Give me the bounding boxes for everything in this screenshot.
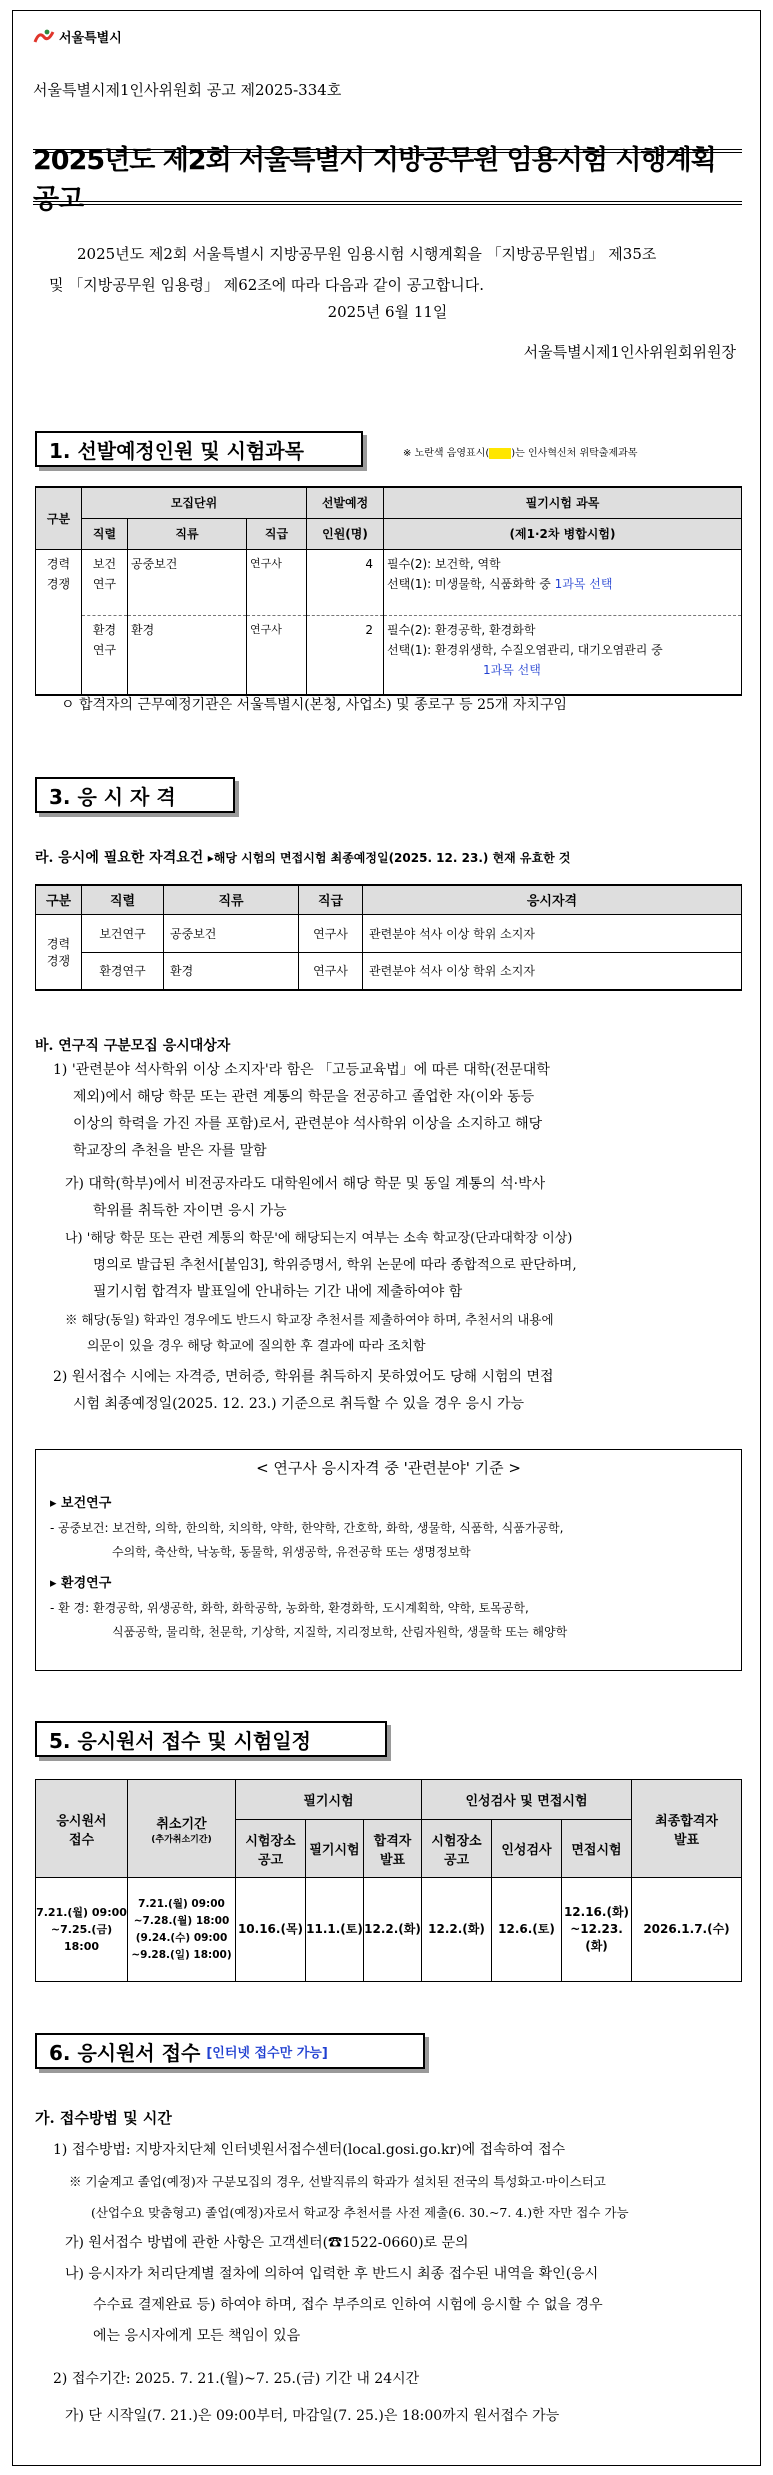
seoul-logo-icon [33, 28, 55, 46]
th-place2: 시험장소 공고 [422, 1820, 492, 1878]
th-seonbal: 선발예정 [307, 487, 384, 518]
th-interview: 인성검사 및 면접시험 [422, 1780, 632, 1820]
cell-jikgeup: 연구사 [299, 952, 363, 990]
th: 직급 [299, 885, 363, 914]
sub-heading-ba: 바. 연구직 구분모집 응시대상자 [35, 1038, 231, 1054]
cell-jikryu: 환경 [164, 952, 299, 990]
cell-personality: 12.6.(토) [492, 1878, 562, 1982]
highlight-note: ※ 노란색 음영표시( )는 인사혁신처 위탁출제과목 [403, 448, 638, 459]
page-title: 2025년도 제2회 서울특별시 지방공무원 임용시험 시행계획 공고 [33, 145, 716, 215]
cell-jikgeup: 연구사 [299, 914, 363, 952]
sub-heading-ra: 라. 응시에 필요한 자격요건 ▸해당 시험의 면접시험 최종예정일(2025. 12. 23.) 현재 유효한 것 [35, 850, 571, 866]
section-heading-5: 5. 응시원서 접수 및 시험일정 [35, 1721, 387, 1757]
cell-pass: 12.2.(화) [364, 1878, 422, 1982]
th-written-test: 필기시험 [306, 1820, 364, 1878]
cell-gubun: 경력 경쟁 [36, 549, 82, 695]
seoul-logo [33, 27, 122, 46]
th-jikryeol: 직렬 [82, 518, 128, 549]
cell-final: 2026.1.7.(수) [632, 1878, 742, 1982]
th-place: 시험장소 공고 [236, 1820, 306, 1878]
cell-jikryu: 환경 [128, 615, 247, 695]
th: 구분 [36, 885, 82, 914]
th-pass: 합격자 발표 [364, 1820, 422, 1878]
th-jikryu: 직류 [128, 518, 247, 549]
th: 직류 [164, 885, 299, 914]
th-unit: 모집단위 [82, 487, 307, 518]
issuer: 서울특별시제1인사위원회위원장 [523, 343, 736, 361]
cell-jikgeup: 연구사 [247, 615, 307, 695]
intro-line: 2025년도 제2회 서울특별시 지방공무원 임용시험 시행계획을 「지방공무원법」 제35조 [77, 245, 657, 263]
title-box [33, 145, 742, 215]
cell-jikgeup: 연구사 [247, 549, 307, 615]
cell-jikryu: 공중보건 [128, 549, 247, 615]
yellow-swatch [489, 448, 511, 459]
th-receipt: 응시원서 접수 [36, 1780, 128, 1878]
th-final: 최종합격자 발표 [632, 1780, 742, 1878]
th-interview-test: 면접시험 [562, 1820, 632, 1878]
cell-place2: 12.2.(화) [422, 1878, 492, 1982]
th-jikgeup: 직급 [247, 518, 307, 549]
qualification-table [35, 884, 742, 991]
notice-page [12, 10, 761, 2466]
th-written: 필기시험 [236, 1780, 422, 1820]
table-row [36, 914, 742, 952]
th-cancel: 취소기간 (추가취소기간) [128, 1780, 236, 1878]
cell-receipt: 7.21.(월) 09:00 ~7.25.(금) 18:00 [36, 1878, 128, 1982]
cell-qual: 관련분야 석사 이상 학위 소지자 [363, 914, 742, 952]
th-seonbal-unit: 인원(명) [307, 518, 384, 549]
table-row [36, 549, 742, 615]
cell-jikryeol: 보건 연구 [82, 549, 128, 615]
section-heading-1: 1. 선발예정인원 및 시험과목 [35, 431, 363, 467]
th: 응시자격 [363, 885, 742, 914]
cell-count: 4 [307, 549, 384, 615]
th: 직렬 [82, 885, 164, 914]
cell-subjects: 필수(2): 환경공학, 환경화학 선택(1): 환경위생학, 수질오염관리, 대기오염관리 중 1과목 선택 [384, 615, 742, 695]
cell-subjects: 필수(2): 보건학, 역학 선택(1): 미생물학, 식품화학 중 1과목 선택 [384, 549, 742, 615]
application-text: 1) 접수방법: 지방자치단체 인터넷원서접수센터(local.gosi.go.kr)에 접속하여 접수 ※ 기술계고 졸업(예정)자 구분모집의 경우, 선발직류의 학과가 설치된 전국의 특성화고·마이스터고 (산업수요 맞춤형고) 졸업(예정)자로서 학교장 추천서를 사전 제출(6. 30.~7. 4.)한 자만 접수 가능 가) 원서접수 방법에 관한 사항은 고객센터(☎1522-0660)로 문의 나) 응시자가 처리단계별 절차에 의하여 입력한 후 반드시 최종 접수된 내역을 확인(응시 수수료 결제완료 등) 하여야 하며, 접수 부주의로 인하여 시험에 응시할 수 없을 경우 에는 응시자에게 모든 책임이 있음 2) 접수기간: 2025. 7. 21.(월)~7. 25.(금) 기간 내 24시간 가) 단 시작일(7. 21.)은 09:00부터, 마감일(7. 25.)은 18:00까지 원서접수 가능 [53, 2142, 629, 2424]
th-subject-sub: (제1·2차 병합시험) [384, 518, 742, 549]
related-fields-box: < 연구사 응시자격 중 '관련분야' 기준 > ▸ 보건연구 - 공중보건: 보건학, 의학, 한의학, 치의학, 약학, 한약학, 간호학, 화학, 생물학, 식품학, 식품가공학, 수의학, 축산학, 낙농학, 동물학, 위생공학, 유전공학 또는 생명정보학 ▸ 환경연구 - 환 경: 환경공학, 위생공학, 화학, 화학공학, 농화학, 환경화학, 도시계획학, 약학, 토목공학, 식품공학, 물리학, 천문학, 기상학, 지질학, 지리정보학, 산림자원학, 생물학 또는 해양학 [35, 1449, 742, 1671]
cell-cancel: 7.21.(월) 09:00 ~7.28.(월) 18:00 (9.24.(수) 09:00 ~9.28.(일) 18:00) [128, 1878, 236, 1982]
logo-text: 서울특별시 [59, 31, 122, 46]
th-gubun: 구분 [36, 487, 82, 549]
cell-gubun: 경력 경쟁 [36, 914, 82, 990]
notice-number: 서울특별시제1인사위원회 공고 제2025-334호 [33, 81, 342, 99]
th-subject: 필기시험 과목 [384, 487, 742, 518]
intro-line: 및 「지방공무원 임용령」 제62조에 따라 다음과 같이 공고합니다. [49, 276, 484, 294]
cell-interview: 12.16.(화) ~12.23.(화) [562, 1878, 632, 1982]
cell-place: 10.16.(목) [236, 1878, 306, 1982]
section-heading-3: 3. 응 시 자 격 [35, 777, 235, 813]
cell-count: 2 [307, 615, 384, 695]
cell-jikryu: 공중보건 [164, 914, 299, 952]
th-personality: 인성검사 [492, 1820, 562, 1878]
notice-date: 2025년 6월 11일 [327, 303, 448, 321]
eligibility-text: 1) '관련분야 석사학위 이상 소지자'라 함은 「고등교육법」에 따른 대학(전문대학 제외)에서 해당 학문 또는 관련 계통의 학문을 전공하고 졸업한 자(이와 동등 이상의 학력을 가진 자를 포함)로서, 관련분야 석사학위 이상을 소지하고 해당 학교장의 추천을 받은 자를 말함 가) 대학(학부)에서 비전공자라도 대학원에서 해당 학문 및 동일 계통의 석·박사 학위를 취득한 자이면 응시 가능 나) '해당 학문 또는 관련 계통의 학문'에 해당되는지 여부는 소속 학교장(단과대학장 이상) 명의로 발급된 추천서[붙임3], 학위증명서, 학위 논문에 따라 종합적으로 판단하며, 필기시험 합격자 발표일에 안내하는 기간 내에 제출하여야 함 ※ 해당(동일) 학과인 경우에도 반드시 학교장 추천서를 제출하여야 하며, 추천서의 내용에 의문이 있을 경우 해당 학교에 질의한 후 결과에 따라 조치함 2) 원서접수 시에는 자격증, 면허증, 학위를 취득하지 못하였어도 당해 시험의 면접 시험 최종예정일(2025. 12. 23.) 기준으로 취득할 수 있을 경우 응시 가능 [53, 1062, 577, 1412]
table-row [36, 952, 742, 990]
cell-jikryeol: 보건연구 [82, 914, 164, 952]
cell-qual: 관련분야 석사 이상 학위 소지자 [363, 952, 742, 990]
intro-text [49, 239, 739, 301]
table-row [36, 1878, 742, 1982]
table-row [36, 615, 742, 695]
cell-written: 11.1.(토) [306, 1878, 364, 1982]
quota-table [35, 486, 742, 696]
sub-heading-ga: 가. 접수방법 및 시간 [35, 2109, 172, 2127]
section-heading-6: 6. 응시원서 접수 [인터넷 접수만 가능] [35, 2033, 425, 2069]
cell-jikryeol: 환경연구 [82, 952, 164, 990]
cell-jikryeol: 환경 연구 [82, 615, 128, 695]
schedule-table [35, 1779, 742, 1982]
workplace-note: ㅇ 합격자의 근무예정기관은 서울특별시(본청, 사업소) 및 종로구 등 25개 자치구임 [61, 697, 568, 713]
